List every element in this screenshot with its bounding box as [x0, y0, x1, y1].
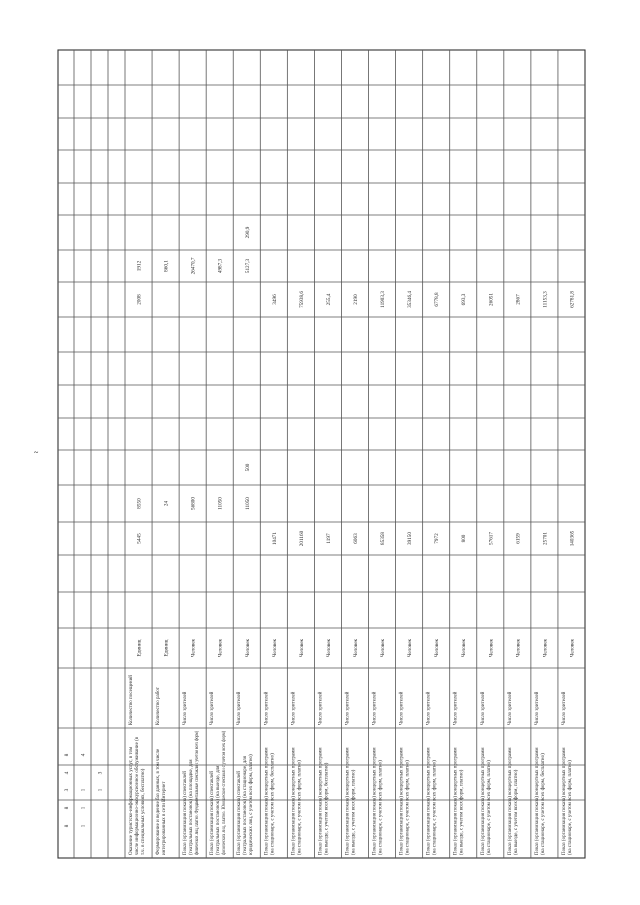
row-value: 800 — [461, 534, 468, 543]
row-unit: Человек — [542, 638, 549, 658]
row-indicator: Число зрителей — [534, 691, 540, 725]
row-description: Показ (организация показа) спектаклей (театральных постановок) (на стационаре, для юридических лиц, с учетом всех форм, платно) — [237, 754, 255, 855]
row-description: Показ (организация показа) концертных программ (на стационаре, с учетом всех форм, платно) — [291, 746, 303, 855]
row-unit: Человек — [461, 638, 468, 658]
row-code: 8 — [64, 806, 70, 810]
stray-mark: ~ — [34, 448, 39, 457]
row-value: 290,9 — [244, 226, 251, 239]
row-value: 26470,7 — [190, 257, 197, 275]
row-code: 1 — [80, 788, 87, 792]
row-value: 35346,4 — [407, 291, 414, 308]
row-code: 1 — [80, 824, 87, 828]
row-code: 1 — [97, 788, 104, 792]
row-value: 3496 — [271, 294, 278, 305]
row-description: Показ (организация показа) концертных программ (на стационаре, с учетом всех форм, платно) — [372, 746, 384, 855]
row-value: 25701 — [542, 532, 549, 545]
row-value: 7972 — [434, 533, 441, 544]
row-value: 11903,3 — [380, 291, 387, 308]
row-unit: Человек — [488, 638, 495, 658]
row-indicator: Число зрителей — [237, 691, 243, 725]
row-code: 3 — [64, 788, 70, 792]
row-description: Показ (организация показа) спектаклей (театральных постановок) (на выезде, для физических лиц, платно. Юношеские спектакли с учетом всех форм) — [210, 707, 228, 855]
row-unit: Человек — [569, 638, 576, 658]
row-description: Показ (организация показа) концертных программ (на стационаре, с учетом всех форм, платно) — [399, 746, 411, 855]
row-indicator: Число зрителей — [507, 691, 513, 725]
row-indicator: Число зрителей — [480, 691, 486, 725]
row-unit: Человек — [190, 638, 197, 658]
row-indicator: Число зрителей — [210, 691, 216, 725]
row-indicator: Количество посещений — [129, 675, 134, 725]
row-value: 24 — [163, 500, 170, 507]
row-unit: Человек — [271, 638, 278, 658]
row-value: 255,4 — [325, 293, 332, 306]
row-value: 140365 — [569, 530, 576, 547]
row-value: 6159 — [515, 533, 522, 544]
row-description: Показ (организация показа) концертных программ (на выезде, с учетом всех форм, платно) — [345, 746, 357, 855]
row-value: 201160 — [298, 530, 305, 547]
row-indicator: Число зрителей — [372, 691, 378, 725]
row-unit: Единиц — [136, 639, 143, 657]
row-value: 85358 — [380, 532, 387, 545]
row-indicator: Число зрителей — [345, 691, 351, 725]
row-value: 11050 — [217, 497, 224, 510]
row-value: 26051 — [488, 293, 495, 306]
row-description: Показ (организация показа) концертных программ (на выезде, с учетом всех форм, платно) — [507, 746, 519, 855]
row-description: Показ (организация показа) концертных программ (на выезде, с учетом всех форм, бесплатно) — [318, 746, 330, 855]
row-unit: Единиц — [163, 639, 170, 657]
row-indicator: Число зрителей — [426, 691, 432, 725]
row-description: Показ (организация показа) концертных программ (на стационаре, с учетом всех форм, платно) — [480, 746, 492, 855]
row-indicator: Число зрителей — [453, 691, 459, 725]
row-value: 2008 — [136, 294, 143, 305]
row-value: 57617 — [488, 532, 495, 545]
row-value: 2867 — [515, 294, 522, 305]
row-value: 5445 — [136, 533, 143, 544]
row-value: 8550 — [136, 498, 143, 509]
row-value: 5127,3 — [244, 258, 251, 274]
row-value: 11050 — [244, 497, 251, 510]
row-value: 62781,8 — [569, 291, 576, 308]
row-indicator: Число зрителей — [318, 691, 324, 725]
row-indicator: Число зрителей — [183, 691, 189, 725]
row-value: 6063 — [353, 533, 359, 544]
row-unit: Человек — [217, 638, 224, 658]
row-value: 6778,8 — [434, 292, 441, 307]
row-description: Оказание туристско-информационных услуг, в том числе информационно-экскурсионное обслуживание (в т.ч. в специальных условиях, бесплатно) — [129, 735, 146, 855]
row-unit: Человек — [244, 638, 251, 658]
row-unit: Человек — [380, 638, 387, 658]
row-value: 860,1 — [163, 260, 170, 272]
row-indicator: Число зрителей — [291, 691, 297, 725]
data-table — [58, 50, 585, 858]
row-code: 8 — [64, 824, 70, 828]
row-description: Показ (организация показа) концертных программ (на стационаре, с учетом всех форм, бесплатно) — [534, 746, 546, 855]
row-value: 11153,3 — [542, 291, 549, 308]
row-unit: Человек — [407, 638, 414, 658]
row-description: Формирование и ведение баз данных, в том числе интегрированных в сети Интернет — [156, 747, 168, 855]
row-unit: Человек — [515, 638, 522, 658]
row-value: 500 — [244, 463, 251, 472]
row-code: 8 — [64, 753, 70, 757]
row-value: 2190 — [353, 294, 359, 305]
row-code: 4 — [80, 753, 87, 757]
row-value: 1197 — [325, 533, 332, 544]
row-description: Показ (организация показа) концертных программ (на стационаре, с учетом всех форм, бесплатно) — [264, 746, 276, 855]
row-description: Показ (организация показа) концертных программ (на выезде, с учетом всех форм, платно) — [453, 746, 465, 855]
row-description: Показ (организация показа) концертных программ (на стационаре, с учетом всех форм, платно) — [426, 746, 438, 855]
row-indicator: Количество работ — [156, 687, 162, 725]
row-code: 4 — [64, 771, 70, 775]
row-unit: Человек — [298, 638, 305, 658]
row-code: 1 — [80, 806, 87, 810]
row-value: 56800 — [190, 497, 197, 510]
row-value: 39150 — [407, 532, 414, 545]
row-value: 75938,6 — [298, 291, 305, 308]
row-description: Показ (организация показа) спектаклей (театральных постановок) (на площадке, для физических лиц, платно. Фундаментальные спектакли с учетом всех форм) — [183, 694, 201, 855]
row-unit: Человек — [325, 638, 332, 658]
row-value: 1912 — [136, 260, 143, 272]
row-description: Показ (организация показа) концертных программ (на стационаре, с учетом всех форм, платно) — [561, 746, 573, 855]
row-unit: Человек — [434, 638, 441, 658]
row-indicator: Число зрителей — [399, 691, 405, 725]
row-value: 693,3 — [461, 293, 468, 306]
row-unit: Человек — [353, 638, 359, 658]
row-value: 10471 — [271, 532, 278, 545]
row-value: 4987,3 — [217, 258, 224, 274]
row-code: 3 — [97, 771, 104, 775]
row-indicator: Число зрителей — [264, 691, 270, 725]
row-indicator: Число зрителей — [561, 691, 567, 725]
